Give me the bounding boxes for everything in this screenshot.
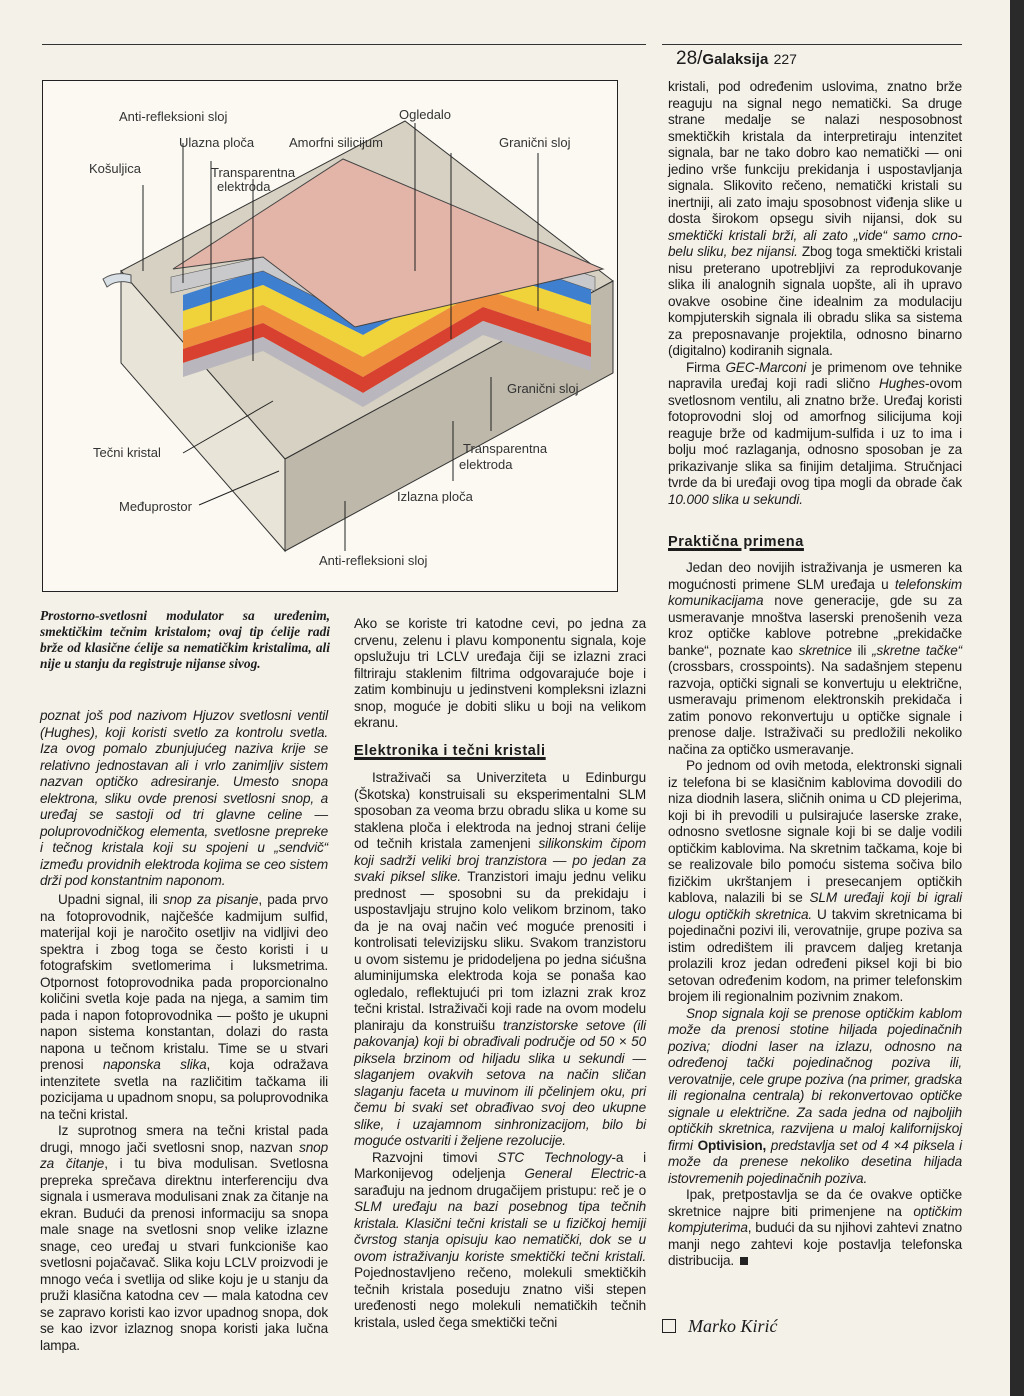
- col-a-paragraph-3: [40, 1123, 328, 1354]
- col-a-p3-a: Iz suprotnog smera na tečni kristal pada drugi, mnogo jači svetlosni snop, nazvan: [40, 1123, 328, 1155]
- col-b-p2-b: Tranzistori imaju jednu veliku prednost — sposobni su da prekidaju i uspostavljaju strujno kolo velikom brzinom, tako da je na ovaj način već moguće prenositi i kontrolisati televizijsku sliku. Svakom tranzistoru u ovom sistemu je pridodeljena po jedna sićušna aluminijumska elektroda koja se ponaša kao ogledalo, reflektujući pri tom izlazni zrak kroz tečni kristal. Istraživači koji rade na ovom modelu planiraju da konstruišu: [354, 869, 646, 1033]
- section-heading-elektronika: Elektronika i tečni kristali: [354, 743, 546, 759]
- top-rule-right: [662, 44, 962, 45]
- col-b-p2-em: silikonskim čipom koji sadrži veliki broj tranzistora — po jedan za svaki piksel slike.: [354, 836, 647, 884]
- col-c-p4-b: U takvim skretnicama bi pojedinačni pozivi ili, verovatnije, grupe poziva sa istim odredištem ili pravcem daljeg kretanja prolazili kroz jedan određeni piksel koji bi bio setovan određenim kodom, na primer telefonskim brojem ili regionalnim pozivnim znakom.: [668, 906, 962, 1004]
- col-c-p2-c: -ovom svetlosnom ventilu, ali znatno brže. Uređaj koristi fotoprovodni sloj od amorfnog silicijuma koji reaguje brže od kadmijum-sulfida i uz to ima i bolju moć razlaganja, odnosno sposoban je za prikazivanje slika sa finijim detaljima. Stručnjaci tvrde da bi uređaji ovog tipa mogli da obrade čak: [668, 376, 962, 490]
- page-number: 28: [676, 48, 698, 69]
- col-a-paragraph-2: [40, 892, 328, 1123]
- col-c-paragraph-6: [668, 1187, 962, 1270]
- col-c-p3-a: Jedan deo novijih istraživanja je usmeren ka mogućnosti primene SLM uređaja u: [668, 560, 962, 592]
- col-b-p3-a: Razvojni timovi: [372, 1149, 498, 1165]
- label-meduprostor: Međuprostor: [119, 499, 192, 514]
- slm-diagram-svg: [43, 81, 617, 591]
- col-b-p3-em3: SLM uređaju na bazi posebnog tipa tečnih kristala. Klasični tečni kristali se u fizičkoj hemiji čvrstog stanja opisuju kao nematički, dok se u ovom istraživanju koriste smektički tečni kristali.: [354, 1199, 646, 1264]
- col-a-p3-b: , i tu biva modulisan. Svetlosna prepreka sprečava direktnu interferenciju dva signala i usmerava modulisani znak za čitanje na ekran. Budući da prenosi informaciju sa snopa male snage na svetlosni snop velike izlazne snage, ceo uređaj u stvari funkcioniše kao svetlosni pojačavač. Slika koju LCLV proizvodi je mnogo veća i svetlija od slike koju je u stanju da pruži klasična katodna cev — mala katodna cev se zapravo koristi kao izvor upadnog snopa, dok se kao izvor izlaznog snopa koristi jaka lučna lampa.: [40, 1156, 329, 1353]
- top-rule-left: [42, 44, 646, 45]
- col-c-p5-em: Snop signala koji se prenose optičkim kablom može da prenosi stotine hiljada pojedinačnih poziva; diodni laser na izlazu, odnosno na određenoj tački pojedinačnog poziva ili, verovatnije, cele grupe poziva (na primer, gradska ili regionalna centrala) bi rekonvertovao optičke signale u električne. Za sada jedna od najboljih optičkih skretnica, razvijena u maloj kalifornijskoj firmi: [668, 1005, 962, 1153]
- column-a-bottom: [40, 892, 328, 1354]
- col-b-p3-em: STC Technology: [497, 1149, 612, 1165]
- col-c-p2-em2: Hughes: [879, 376, 925, 391]
- section-heading-prakticna: Praktična primena: [668, 534, 804, 550]
- label-amorfni: Amorfni silicijum: [289, 135, 383, 150]
- col-c-p2-b: je primenom ove tehnike napravila uređaj koji radi slično: [668, 359, 962, 391]
- col-c-p3-em: telefonskim komunikacijama: [668, 576, 962, 608]
- col-c-p6-em: optičkim kompjuterima: [668, 1203, 962, 1235]
- label-granicni-bottom: Granični sloj: [507, 381, 579, 396]
- col-c-paragraph-2: [668, 360, 962, 509]
- author-signature: [662, 1316, 778, 1337]
- col-c-p1-a: kristali, pod određenim uslovima, znatno brže reaguju na signal nego nematički. Sa druge strane medalje se nalazi nesposobnost smektičkih kristala da interpretiraju intenzitet signala, bar ne tako dobro kao nematički — oni jedino vrše funkciju prekidanja i uspostavljanja signala. Slikovito rečeno, nematički kristali su inertniji, ali zato imaju sposobnost viđenja slike u dosta širokom opsegu sivih nijansi, dok su: [668, 79, 962, 226]
- page-header: 28/Galaksija 227: [676, 48, 797, 69]
- col-c-paragraph-1: [668, 79, 962, 360]
- col-b-paragraph-3: [354, 1150, 646, 1332]
- col-c-paragraph-4: [668, 758, 962, 1006]
- label-anti-reflex-top: Anti-refleksioni sloj: [119, 109, 228, 124]
- col-b-p3-em2: General Electric: [524, 1166, 635, 1181]
- col-c-p3-em2: skretnice: [798, 642, 852, 658]
- col-c-p1-em: smektički kristali brži, ali zato „vide“ samo crno-belu sliku, bez nijansi.: [668, 227, 962, 259]
- col-b-p2-em2: tranzistorske setove (ili pakovanja) koji bi obrađivali područje od 50 × 50 piksela brzinom od hiljadu slika u sekundi — slaganjem ovakvih setova na način sličan slaganju faceta u muvinom ili pčelinjem oku, pri čemu bi svaki set obrađivao svoj deo ukupne slike, i uzajamnom sinhronizacijom, bilo bi moguće ostvariti i željene rezolucije.: [354, 1017, 647, 1148]
- col-c-p5-strong: Optivision,: [697, 1137, 767, 1153]
- col-a-p2-em2: naponska slika: [102, 1057, 207, 1072]
- col-c-p3-c: ili: [851, 642, 873, 658]
- column-b-top: [354, 616, 646, 732]
- magazine-name: Galaksija: [702, 51, 769, 68]
- col-c-p3-em3: „skretne tačke“: [872, 642, 963, 658]
- col-c-p3-b: nove generacije, gde su za usmeravanje mnoštva laserski prenošenih veza kroz optičke kablove potrebne „prekidačke banke“, poznate kao: [668, 593, 962, 658]
- col-a-p1-text: poznat još pod nazivom Hjuzov svetlosni ventil (Hughes), koji koristi svetlo za kontrolu svetla. Iza ovog pomalo zbunjujućeg naziva krije se relativno jednostavan ali i vrlo zanimljiv sistem nazvan optičko adresiranje. Umesto snopa elektrona, sliku ovde prenosi svetlosni snop, a uređaj se sastoji od tri glavne celine — poluprovodničkog elementa, svetlosne prepreke i tečnog kristala koji su spojeni u „sendvič“ između providnih elektroda kojima se ceo sistem drži pod konstantnim naponom.: [40, 708, 328, 888]
- col-c-p4-em: SLM uređaji koji bi igrali ulogu optičkih skretnica.: [668, 890, 963, 922]
- col-b-p3-d: Pojednostavljeno rečeno, molekuli smektičkih tečnih kristala poseduju znatno viši stepen uređenosti nego molekuli nematičkih tečnih kristala, usled čega smektički tečni: [354, 1265, 646, 1330]
- issue-number: 227: [773, 51, 797, 67]
- label-transp-top-2: elektroda: [217, 179, 271, 194]
- end-mark-icon: [740, 1257, 748, 1265]
- column-c-bottom: [668, 560, 962, 1270]
- col-a-p3-em: snop za čitanje: [40, 1139, 328, 1171]
- col-c-paragraph-3: [668, 560, 962, 758]
- label-izlazna-ploca: Izlazna ploča: [397, 489, 473, 504]
- label-ulazna-ploca: Ulazna ploča: [179, 135, 255, 150]
- col-c-p2-em: GEC-Marconi: [725, 359, 807, 375]
- col-a-paragraph-1: [40, 708, 328, 890]
- col-c-p2-a: Firma: [686, 359, 726, 375]
- column-b-bottom: [354, 770, 646, 1331]
- figure-caption: Prostorno-svetlosni modulator sa uređenim, smektičkim tečnim kristalom; ovaj tip ćelije radi brže od klasične ćelije sa nematičkim kristalima, ali nije u stanju da registruje nijanse sivog.: [40, 608, 330, 671]
- col-b-p3-b: -a i Markonijevog odeljenja: [354, 1149, 646, 1181]
- label-granicni-top: Granični sloj: [499, 135, 571, 150]
- col-c-paragraph-5: [668, 1006, 962, 1188]
- col-c-p2-em3: 10.000 slika u sekundi.: [668, 491, 803, 507]
- label-kosuljica: Košuljica: [89, 161, 142, 176]
- page-edge: [1010, 0, 1024, 1396]
- col-a-p2-a: Upadni signal, ili: [58, 892, 163, 907]
- label-tecni-kristal: Tečni kristal: [93, 445, 161, 460]
- col-c-p3-d: (crossbars, crosspoints). Na sadašnjem stepenu razvoja, optički signali se konvertuju u električne, usmeravaju primenom elektronskih prekidača i zatim ponovo rekonvertuju u optičke signale i prenose dalje. Istraživači su predložili nekoliko načina za optičko usmeravanje.: [668, 659, 962, 757]
- author-box-icon: [662, 1319, 676, 1333]
- col-b-p3-c: -a sarađuju na jednom drugačijem pristupu: reč je o: [354, 1166, 646, 1198]
- label-ogledalo: Ogledalo: [399, 107, 452, 122]
- column-a-top: [40, 708, 328, 890]
- col-c-p6-b: , budući da su njihovi zahtevi znatno manji nego zahtevi koje postavlja telefonska distribucija.: [668, 1220, 962, 1268]
- author-name: Marko Kirić: [688, 1316, 778, 1336]
- label-transp-top-1: Transparentna: [211, 165, 296, 180]
- label-transp-bot-2: elektroda: [459, 457, 513, 472]
- col-c-p1-b: Zbog toga smektički kristali nisu preterano upotrebljivi za reprodukovanje slika ili analognih signala uopšte, ali ih upravo ovakve osobine čine idealnim za modulaciju kompjuterskih signala ili obradu slika sa sistema za preposnavanje projektila, odnosno binarno (digitalno) kodiranih signala.: [668, 244, 962, 358]
- col-a-p2-c: , koja odražava intenzitete svetla na različitim tačkama ili pozicijama u upadnom snopu, sa poluprovodnika na tečni kristal.: [40, 1057, 328, 1122]
- col-c-p5-em2: predstavlja set od 4 ×4 piksela i može da prenese nekoliko desetina hiljada istovremenih pojedinačnih poziva.: [668, 1137, 962, 1186]
- column-c-top: [668, 79, 962, 508]
- col-b-paragraph-1: Ako se koriste tri katodne cevi, po jedna za crvenu, zelenu i plavu komponentu signala, koje opslužuju tri LCLV uređaja čiji se izlazni zraci filtriraju staklenim filtrima odgovarajuće boje i zatim kombinuju u jedinstveni kompleksni izlazni snop, moguće je dobiti sliku u boji na velikom ekranu.: [354, 616, 646, 730]
- slm-diagram: [42, 80, 618, 592]
- label-anti-reflex-bottom: Anti-refleksioni sloj: [319, 553, 428, 568]
- col-b-p2-a: Istraživači sa Univerziteta u Edinburgu (Škotska) konstruisali su eksperimentalni SLM sposoban za veoma brzu obradu slika u kome su staklena ploča i elektroda na jednoj strani ćelije od tečnih kristala zamenjeni: [354, 770, 646, 851]
- label-transp-bot-1: Transparentna: [463, 441, 548, 456]
- col-a-p2-em: snop za pisanje: [162, 892, 259, 907]
- col-a-p2-b: , pada prvo na fotoprovodnik, najčešće kadmijum sulfid, materijal koji je naročito osetljiv na vidljivi deo spektra i zbog toga se često koristi i u fotografskim svetlomerima i luksmetrima. Otpornost fotoprovodnika pada proporcionalno količini svetla koje pada na njega, a samim tim pada i napon fotoprovodnika — pošto je ukupni napon sistema konstantan, dolazi do rasta napona u tečnom kristalu. Time se u stvari prenosi: [40, 892, 328, 1072]
- col-c-p4-a: Po jednom od ovih metoda, elektronski signali iz telefona bi se klasičnim kablovima dovodili do niza diodnih lasera, sličnih onima u CD plejerima, koji bi ih prevodili u pulsirajuće laserske zrake, odnosno svetlosne signale koji bi se dalje vodili optičkim kablovima. Na skretnim tačkama, koje bi se realizovale bilo pomoću sistema sočiva bilo fizičkim ukrštanjem i presecanjem optičkih kablova, nalazili bi se: [668, 758, 962, 905]
- col-b-paragraph-2: [354, 770, 646, 1150]
- col-c-p6-a: Ipak, pretpostavlja se da će ovakve optičke skretnice najpre biti primenjene na: [668, 1187, 962, 1219]
